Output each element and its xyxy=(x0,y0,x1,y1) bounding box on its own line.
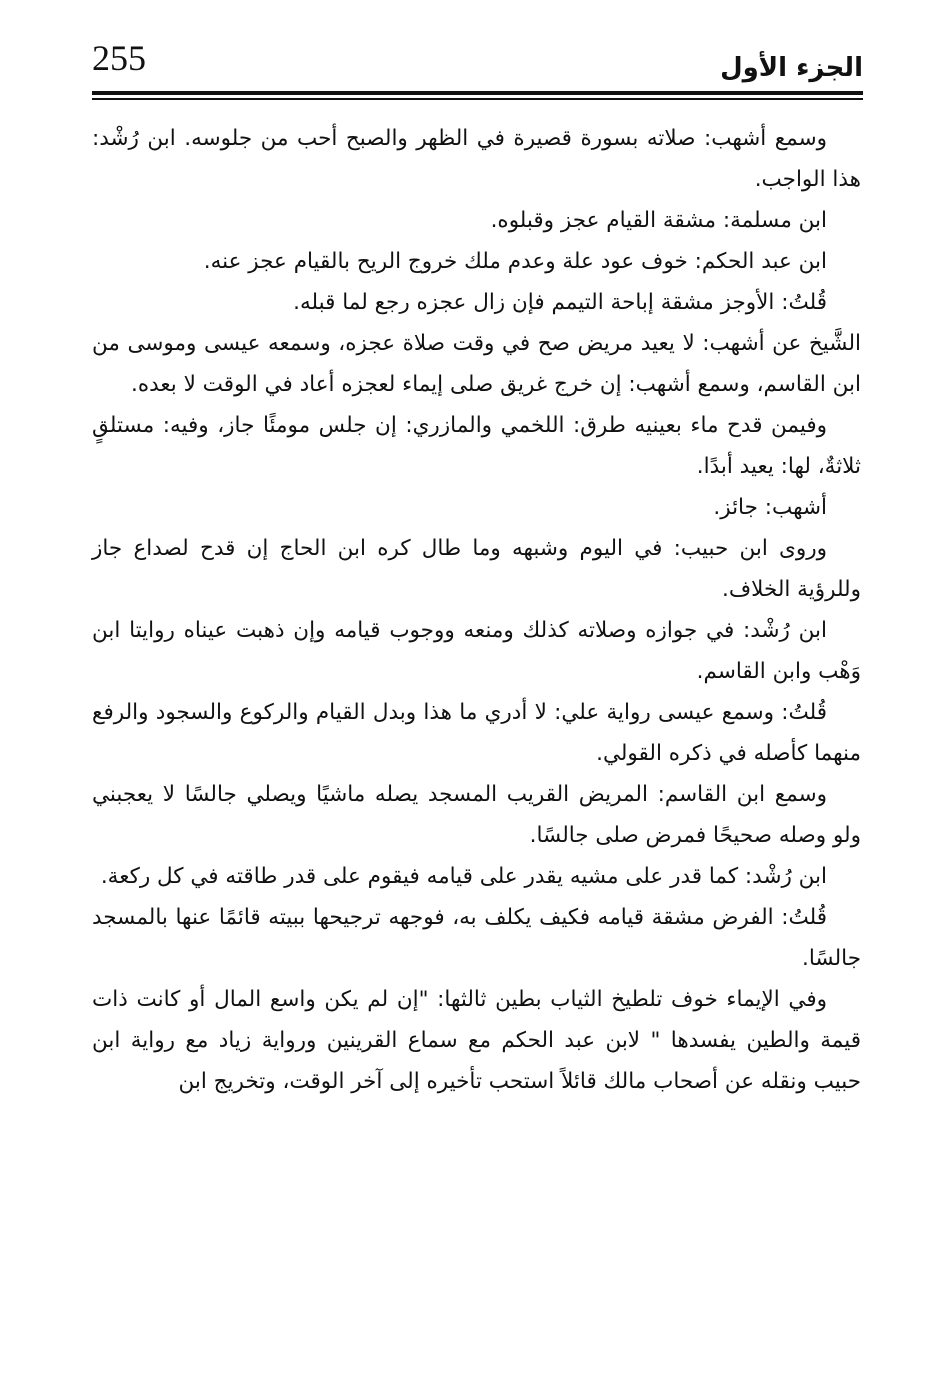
paragraph: قُلتُ: وسمع عيسى رواية علي: لا أدري ما هذا وبدل القيام والركوع والسجود والرفع منهما كأصله في ذكره القولي. xyxy=(92,700,861,766)
header-rule-thick xyxy=(92,91,863,95)
paragraph: وفيمن قدح ماء بعينيه طرق: اللخمي والمازري: إن جلس مومئًا جاز، وفيه: مستلقٍ ثلاثةٌ، لها: يعيد أبدًا. xyxy=(92,413,861,479)
paragraph: وفي الإيماء خوف تلطيخ الثياب بطين ثالثها: "إن لم يكن واسع المال أو كانت ذات قيمة والطين يفسدها " لابن عبد الحكم مع سماع القرينين ورواية زياد مع رواية ابن حبيب ونقله عن أصحاب مالك قائلاً استحب تأخيره إلى آخر الوقت، وتخريج ابن xyxy=(92,987,861,1094)
page-number: 255 xyxy=(92,38,146,78)
paragraph: ابن رُشْد: في جوازه وصلاته كذلك ومنعه ووجوب قيامه وإن ذهبت عيناه روايتا ابن وَهْب وابن القاسم. xyxy=(92,618,861,684)
body-text xyxy=(92,118,861,1102)
paragraph: الشَّيخ عن أشهب: لا يعيد مريض صح في وقت صلاة عجزه، وسمعه عيسى وموسى من ابن القاسم، وسمع أشهب: إن خرج غريق صلى إيماء لعجزه أعاد في الوقت لا بعده. xyxy=(92,331,861,397)
paragraph: وسمع ابن القاسم: المريض القريب المسجد يصله ماشيًا ويصلي جالسًا لا يعجبني ولو وصله صحيحًا فمرض صلى جالسًا. xyxy=(92,782,861,848)
running-title: الجزء الأول xyxy=(720,53,863,83)
paragraph: وسمع أشهب: صلاته بسورة قصيرة في الظهر والصبح أحب من جلوسه. ابن رُشْد: هذا الواجب. xyxy=(92,126,861,192)
paragraph: وروى ابن حبيب: في اليوم وشبهه وما طال كره ابن الحاج إن قدح لصداع جاز وللرؤية الخلاف. xyxy=(92,536,861,602)
paragraph: أشهب: جائز. xyxy=(713,495,827,520)
paragraph: ابن عبد الحكم: خوف عود علة وعدم ملك خروج الريح بالقيام عجز عنه. xyxy=(203,249,827,274)
paragraph: قُلتُ: الفرض مشقة قيامه فكيف يكلف به، فوجهه ترجيحها ببيته قائمًا عنها بالمسجد جالسًا. xyxy=(92,905,861,971)
header-rule-thin xyxy=(92,98,863,100)
paragraph: قُلتُ: الأوجز مشقة إباحة التيمم فإن زال عجزه رجع لما قبله. xyxy=(293,290,827,315)
paragraph: ابن رُشْد: كما قدر على مشيه يقدر على قيامه فيقوم على قدر طاقته في كل ركعة. xyxy=(100,864,827,889)
paragraph: ابن مسلمة: مشقة القيام عجز وقبلوه. xyxy=(490,208,827,233)
